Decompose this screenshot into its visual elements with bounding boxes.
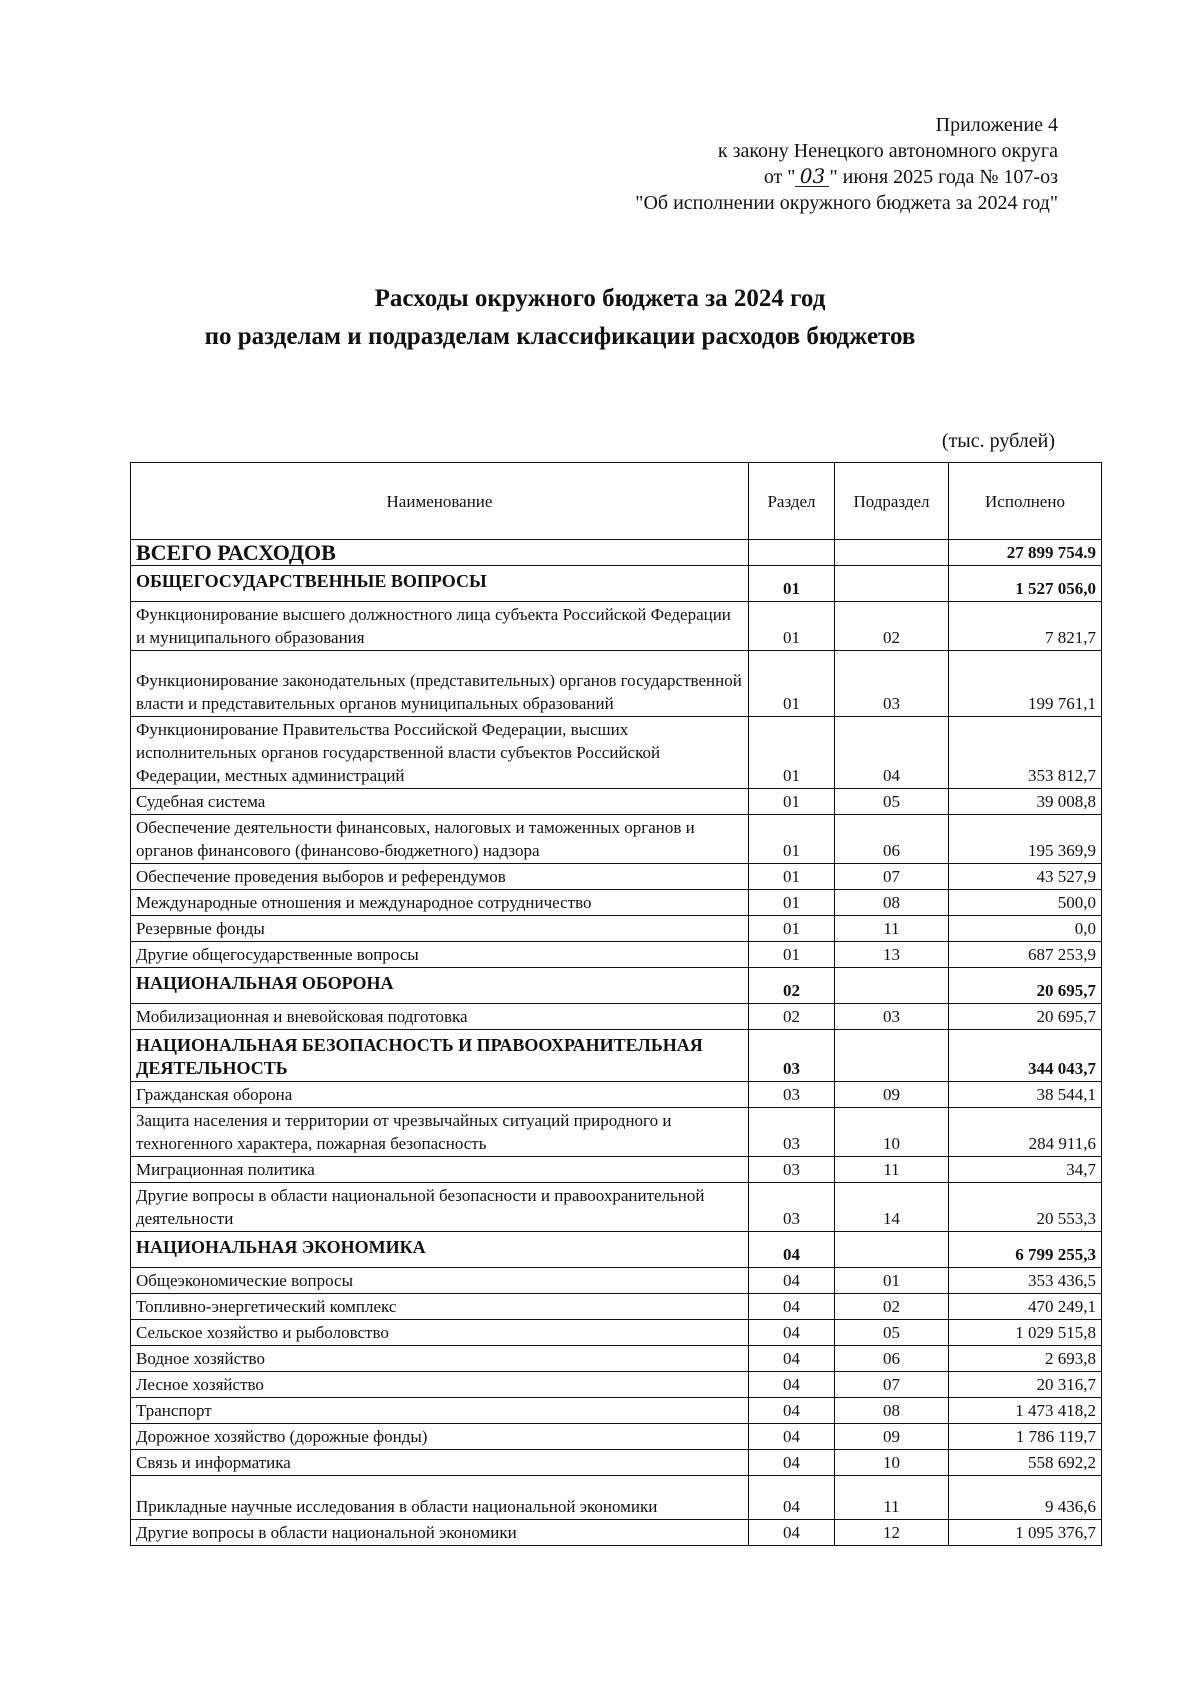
date-suffix: " июня 2025 года № 107-оз bbox=[829, 166, 1058, 188]
table-row bbox=[131, 789, 1102, 815]
row-subsection: 13 bbox=[835, 942, 949, 968]
section-row bbox=[131, 1030, 1102, 1082]
section-row bbox=[131, 566, 1102, 602]
row-name: Другие общегосударственные вопросы bbox=[131, 942, 749, 968]
table-row bbox=[131, 815, 1102, 864]
table-row bbox=[131, 1108, 1102, 1157]
row-subsection: 07 bbox=[835, 1372, 949, 1398]
row-value: 195 369,9 bbox=[949, 815, 1102, 864]
row-section: 01 bbox=[749, 864, 835, 890]
row-subsection: 01 bbox=[835, 1268, 949, 1294]
total-value: 27 899 754.9 bbox=[949, 540, 1102, 566]
appendix-number: Приложение 4 bbox=[935, 114, 1058, 136]
appendix-date bbox=[635, 164, 1058, 190]
budget-table bbox=[130, 462, 1102, 1546]
table-row bbox=[131, 942, 1102, 968]
date-prefix: от " bbox=[763, 166, 796, 188]
row-subsection: 11 bbox=[835, 916, 949, 942]
row-value: 6 799 255,3 bbox=[949, 1232, 1102, 1268]
row-value: 9 436,6 bbox=[949, 1476, 1102, 1520]
row-name: НАЦИОНАЛЬНАЯ ЭКОНОМИКА bbox=[131, 1232, 749, 1268]
row-value: 43 527,9 bbox=[949, 864, 1102, 890]
table-row bbox=[131, 1520, 1102, 1546]
header-name: Наименование bbox=[131, 463, 749, 540]
row-section: 04 bbox=[749, 1232, 835, 1268]
row-section: 04 bbox=[749, 1450, 835, 1476]
header-executed: Исполнено bbox=[949, 463, 1102, 540]
row-name: Функционирование высшего должностного лица субъекта Российской Федерации и муниципального образования bbox=[131, 602, 749, 651]
row-name: Сельское хозяйство и рыболовство bbox=[131, 1320, 749, 1346]
row-name: Транспорт bbox=[131, 1398, 749, 1424]
table-row bbox=[131, 717, 1102, 789]
table-row bbox=[131, 1346, 1102, 1372]
row-value: 0,0 bbox=[949, 916, 1102, 942]
row-subsection: 09 bbox=[835, 1424, 949, 1450]
row-section: 04 bbox=[749, 1372, 835, 1398]
row-subsection: 05 bbox=[835, 789, 949, 815]
total-name: ВСЕГО РАСХОДОВ bbox=[131, 540, 749, 566]
row-value: 1 029 515,8 bbox=[949, 1320, 1102, 1346]
row-value: 558 692,2 bbox=[949, 1450, 1102, 1476]
row-value: 284 911,6 bbox=[949, 1108, 1102, 1157]
row-name: НАЦИОНАЛЬНАЯ ОБОРОНА bbox=[131, 968, 749, 1004]
row-subsection: 11 bbox=[835, 1476, 949, 1520]
row-name: Мобилизационная и вневойсковая подготовка bbox=[131, 1004, 749, 1030]
appendix-law-title: "Об исполнении окружного бюджета за 2024 год" bbox=[635, 192, 1058, 214]
row-section: 04 bbox=[749, 1424, 835, 1450]
row-subsection: 05 bbox=[835, 1320, 949, 1346]
row-section: 01 bbox=[749, 942, 835, 968]
row-name: Функционирование законодательных (представительных) органов государственной власти и представительных органов муниципальных образований bbox=[131, 651, 749, 717]
row-section: 01 bbox=[749, 815, 835, 864]
header-subsection: Подраздел bbox=[835, 463, 949, 540]
row-value: 20 316,7 bbox=[949, 1372, 1102, 1398]
row-subsection: 03 bbox=[835, 1004, 949, 1030]
row-value: 34,7 bbox=[949, 1157, 1102, 1183]
table-row bbox=[131, 1320, 1102, 1346]
row-subsection bbox=[835, 566, 949, 602]
row-subsection: 06 bbox=[835, 1346, 949, 1372]
row-name: ОБЩЕГОСУДАРСТВЕННЫЕ ВОПРОСЫ bbox=[131, 566, 749, 602]
row-subsection: 14 bbox=[835, 1183, 949, 1232]
row-section: 03 bbox=[749, 1157, 835, 1183]
total-subsection bbox=[835, 540, 949, 566]
table-row bbox=[131, 890, 1102, 916]
row-section: 03 bbox=[749, 1082, 835, 1108]
row-name: Судебная система bbox=[131, 789, 749, 815]
total-section bbox=[749, 540, 835, 566]
row-name: НАЦИОНАЛЬНАЯ БЕЗОПАСНОСТЬ И ПРАВООХРАНИТЕЛЬНАЯ ДЕЯТЕЛЬНОСТЬ bbox=[131, 1030, 749, 1082]
row-subsection: 04 bbox=[835, 717, 949, 789]
row-name: Международные отношения и международное сотрудничество bbox=[131, 890, 749, 916]
table-row bbox=[131, 1082, 1102, 1108]
table-row bbox=[131, 1157, 1102, 1183]
row-value: 199 761,1 bbox=[949, 651, 1102, 717]
row-section: 04 bbox=[749, 1398, 835, 1424]
row-subsection bbox=[835, 968, 949, 1004]
row-subsection: 12 bbox=[835, 1520, 949, 1546]
title-line-1: Расходы окружного бюджета за 2024 год bbox=[374, 285, 826, 312]
row-value: 353 812,7 bbox=[949, 717, 1102, 789]
row-section: 04 bbox=[749, 1476, 835, 1520]
row-name: Общеэкономические вопросы bbox=[131, 1268, 749, 1294]
row-value: 344 043,7 bbox=[949, 1030, 1102, 1082]
row-name: Гражданская оборона bbox=[131, 1082, 749, 1108]
row-section: 01 bbox=[749, 717, 835, 789]
row-value: 470 249,1 bbox=[949, 1294, 1102, 1320]
row-section: 04 bbox=[749, 1320, 835, 1346]
row-subsection: 06 bbox=[835, 815, 949, 864]
title-line-2: по разделам и подразделам классификации расходов бюджетов bbox=[204, 323, 916, 350]
table-row bbox=[131, 1398, 1102, 1424]
row-section: 04 bbox=[749, 1294, 835, 1320]
row-name: Лесное хозяйство bbox=[131, 1372, 749, 1398]
row-subsection: 10 bbox=[835, 1450, 949, 1476]
date-day-handwritten: 03 bbox=[795, 166, 829, 187]
row-name: Защита населения и территории от чрезвычайных ситуаций природного и техногенного характера, пожарная безопасность bbox=[131, 1108, 749, 1157]
row-subsection bbox=[835, 1232, 949, 1268]
appendix-law: к закону Ненецкого автономного округа bbox=[717, 140, 1058, 162]
row-name: Прикладные научные исследования в области национальной экономики bbox=[131, 1476, 749, 1520]
table-row bbox=[131, 1424, 1102, 1450]
row-section: 04 bbox=[749, 1268, 835, 1294]
row-value: 2 693,8 bbox=[949, 1346, 1102, 1372]
table-header-row bbox=[131, 463, 1102, 540]
row-name: Топливно-энергетический комплекс bbox=[131, 1294, 749, 1320]
row-name: Водное хозяйство bbox=[131, 1346, 749, 1372]
row-section: 01 bbox=[749, 916, 835, 942]
row-name: Миграционная политика bbox=[131, 1157, 749, 1183]
row-section: 04 bbox=[749, 1346, 835, 1372]
row-name: Дорожное хозяйство (дорожные фонды) bbox=[131, 1424, 749, 1450]
row-name: Обеспечение деятельности финансовых, налоговых и таможенных органов и органов финансового (финансово-бюджетного) надзора bbox=[131, 815, 749, 864]
row-name: Другие вопросы в области национальной экономики bbox=[131, 1520, 749, 1546]
row-value: 687 253,9 bbox=[949, 942, 1102, 968]
section-row bbox=[131, 968, 1102, 1004]
row-value: 353 436,5 bbox=[949, 1268, 1102, 1294]
table-row bbox=[131, 1004, 1102, 1030]
row-section: 01 bbox=[749, 566, 835, 602]
table-row bbox=[131, 651, 1102, 717]
row-value: 1 473 418,2 bbox=[949, 1398, 1102, 1424]
table-row bbox=[131, 1372, 1102, 1398]
row-section: 02 bbox=[749, 968, 835, 1004]
row-section: 01 bbox=[749, 890, 835, 916]
row-value: 38 544,1 bbox=[949, 1082, 1102, 1108]
row-subsection bbox=[835, 1030, 949, 1082]
table-row bbox=[131, 916, 1102, 942]
table-row bbox=[131, 1476, 1102, 1520]
row-subsection: 08 bbox=[835, 1398, 949, 1424]
row-value: 39 008,8 bbox=[949, 789, 1102, 815]
row-value: 20 695,7 bbox=[949, 968, 1102, 1004]
table-row bbox=[131, 864, 1102, 890]
row-value: 1 527 056,0 bbox=[949, 566, 1102, 602]
row-subsection: 07 bbox=[835, 864, 949, 890]
table-row bbox=[131, 1294, 1102, 1320]
row-subsection: 11 bbox=[835, 1157, 949, 1183]
row-section: 01 bbox=[749, 789, 835, 815]
row-value: 1 786 119,7 bbox=[949, 1424, 1102, 1450]
document-title bbox=[0, 280, 1200, 356]
row-section: 03 bbox=[749, 1108, 835, 1157]
row-subsection: 10 bbox=[835, 1108, 949, 1157]
row-subsection: 02 bbox=[835, 1294, 949, 1320]
table-row bbox=[131, 602, 1102, 651]
row-value: 1 095 376,7 bbox=[949, 1520, 1102, 1546]
row-value: 7 821,7 bbox=[949, 602, 1102, 651]
row-section: 01 bbox=[749, 651, 835, 717]
row-name: Функционирование Правительства Российской Федерации, высших исполнительных органов государственной власти субъектов Российской Федерации, местных администраций bbox=[131, 717, 749, 789]
row-section: 04 bbox=[749, 1520, 835, 1546]
row-subsection: 03 bbox=[835, 651, 949, 717]
table-row bbox=[131, 1183, 1102, 1232]
row-section: 02 bbox=[749, 1004, 835, 1030]
section-row bbox=[131, 1232, 1102, 1268]
row-value: 20 553,3 bbox=[949, 1183, 1102, 1232]
total-row bbox=[131, 540, 1102, 566]
header-section: Раздел bbox=[749, 463, 835, 540]
row-name: Связь и информатика bbox=[131, 1450, 749, 1476]
row-name: Резервные фонды bbox=[131, 916, 749, 942]
row-subsection: 09 bbox=[835, 1082, 949, 1108]
row-subsection: 02 bbox=[835, 602, 949, 651]
row-section: 03 bbox=[749, 1030, 835, 1082]
table-row bbox=[131, 1268, 1102, 1294]
table-row bbox=[131, 1450, 1102, 1476]
row-value: 500,0 bbox=[949, 890, 1102, 916]
row-subsection: 08 bbox=[835, 890, 949, 916]
appendix-header bbox=[635, 112, 1058, 216]
row-value: 20 695,7 bbox=[949, 1004, 1102, 1030]
row-section: 03 bbox=[749, 1183, 835, 1232]
row-section: 01 bbox=[749, 602, 835, 651]
row-name: Обеспечение проведения выборов и референдумов bbox=[131, 864, 749, 890]
row-name: Другие вопросы в области национальной безопасности и правоохранительной деятельности bbox=[131, 1183, 749, 1232]
units-label: (тыс. рублей) bbox=[941, 430, 1055, 452]
